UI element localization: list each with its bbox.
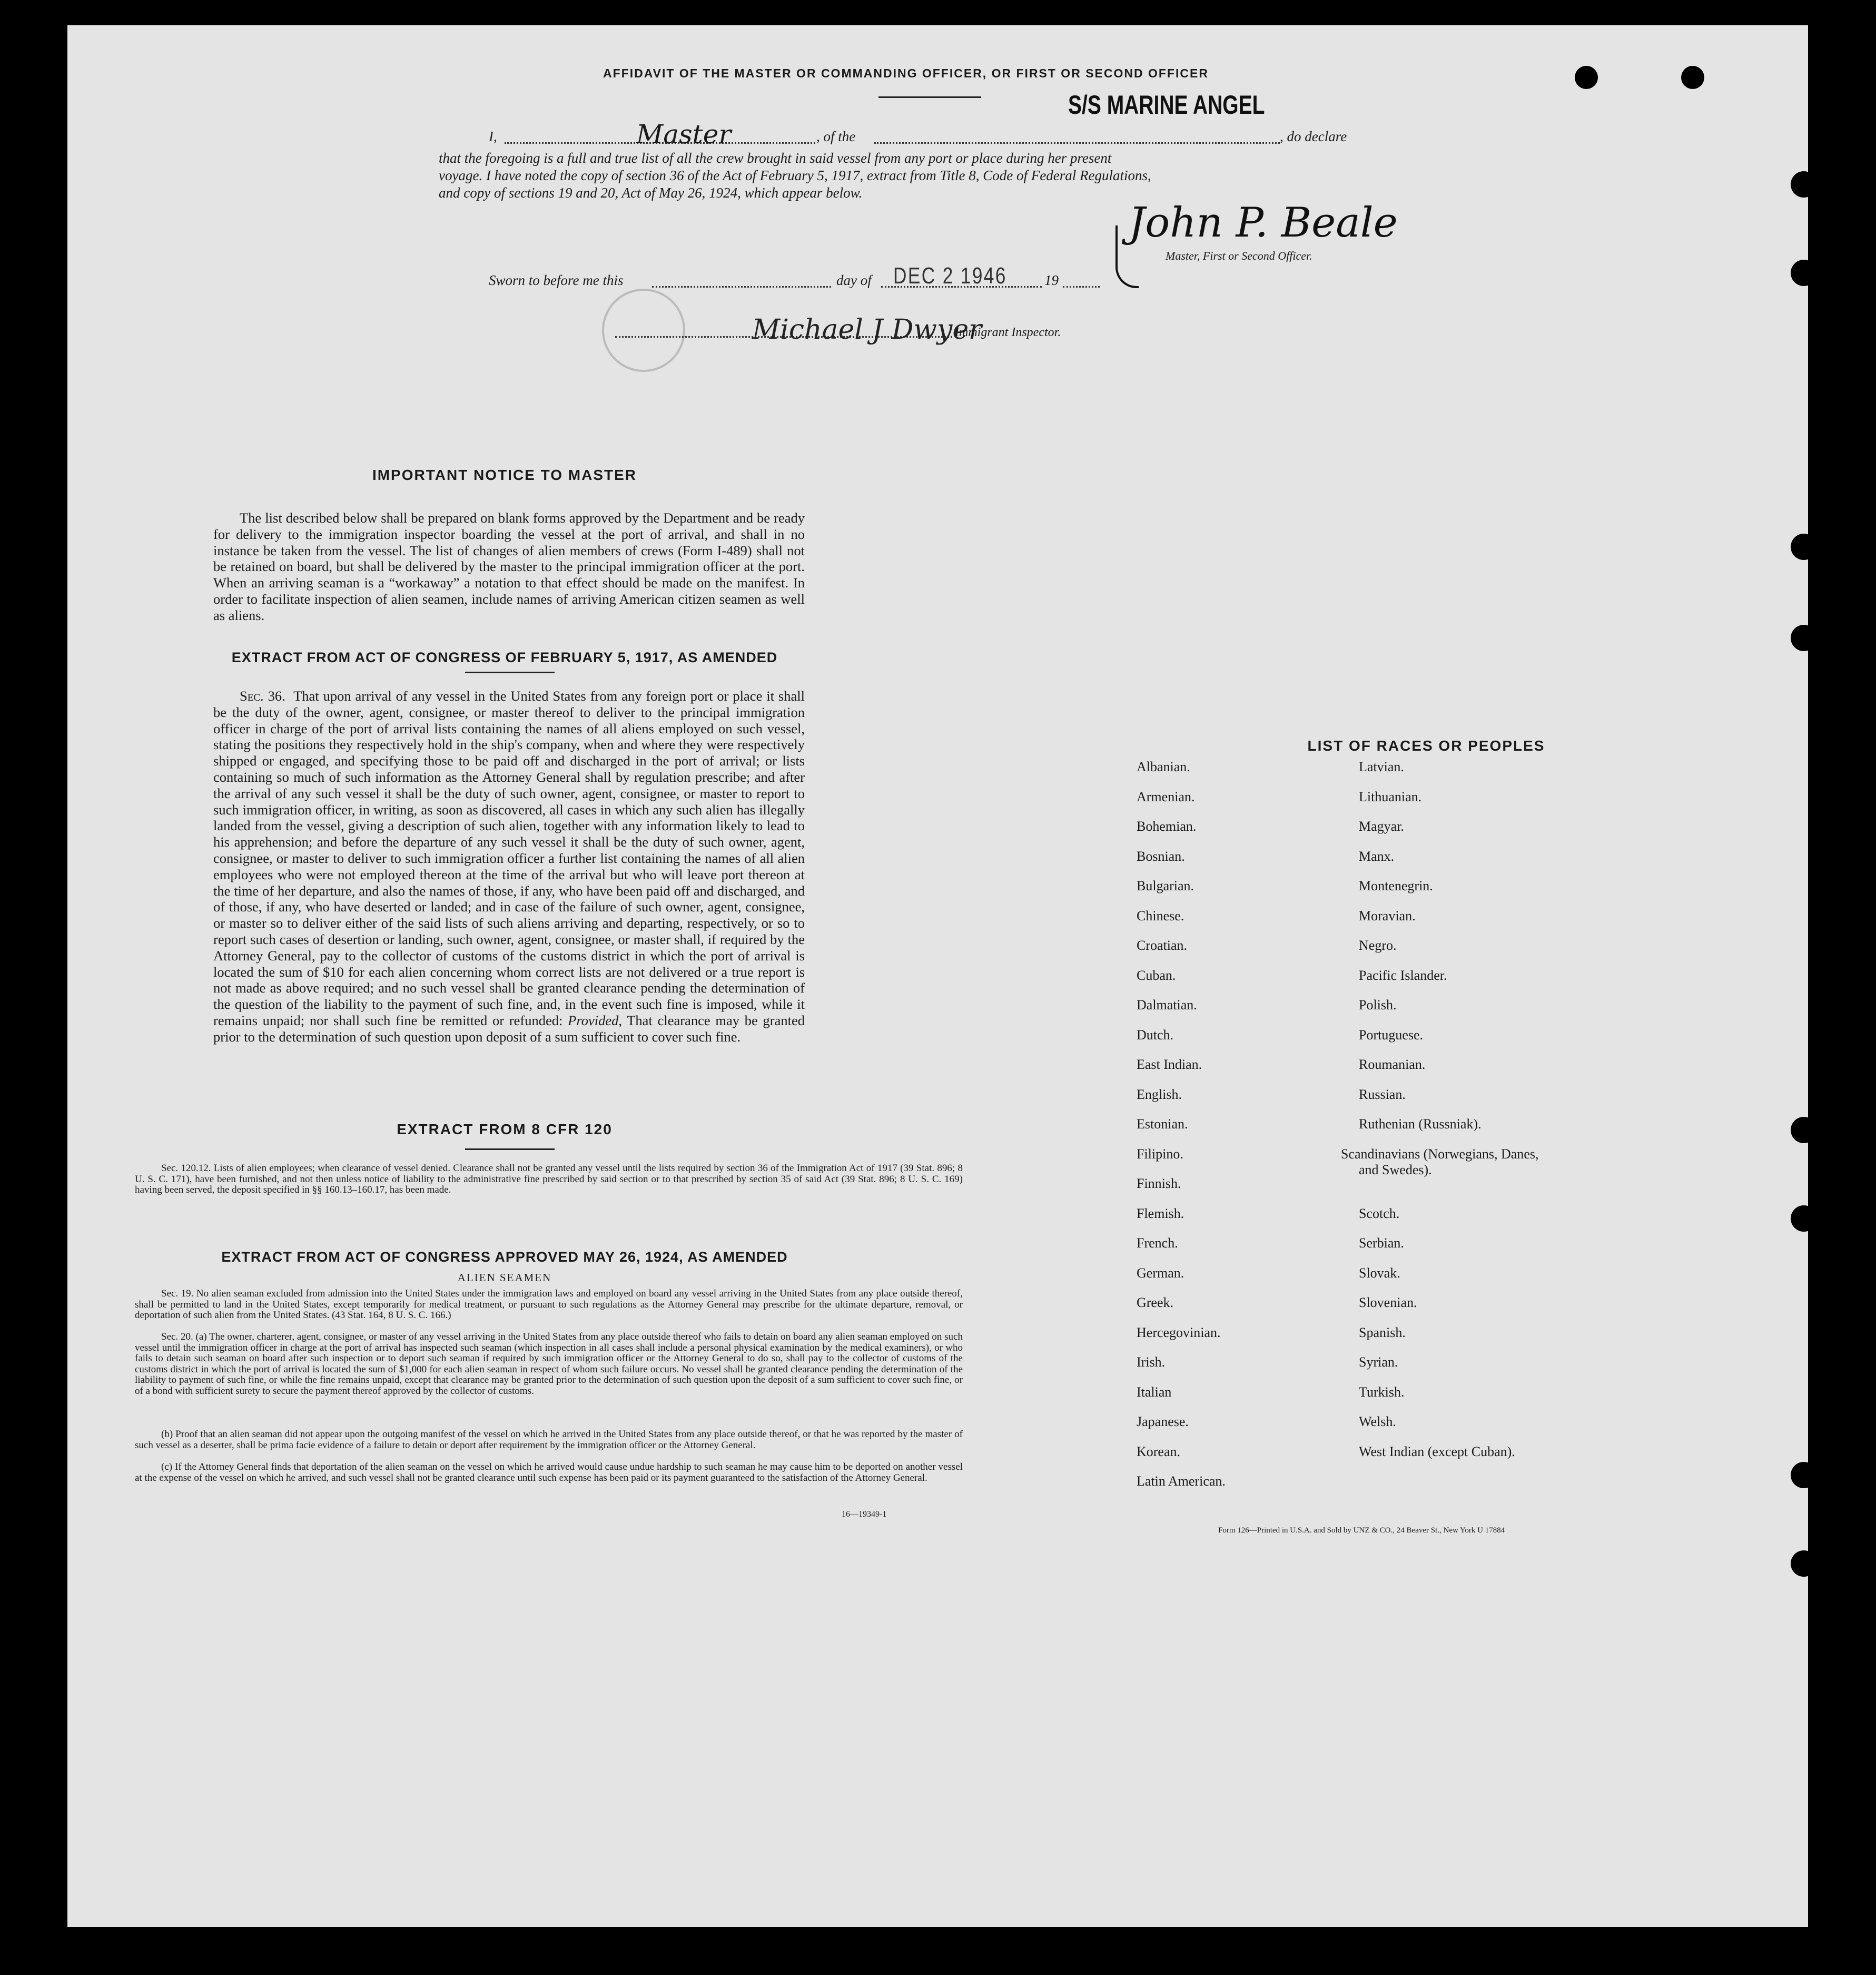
provided-term: Provided,	[568, 1012, 622, 1028]
race-item: Slovak.	[1359, 1265, 1400, 1281]
race-item: Albanian.	[1137, 759, 1190, 774]
master-label: Master, First or Second Officer.	[1166, 249, 1312, 262]
sec-20c-text: (c) If the Attorney General finds that deportation of the alien seaman on the vessel on which he arrived would cause undue hardship to such seaman he may cause him to be deported on another vessel at the expense of the vessel on which he arrived, and such vessel shall not be granted clearance until such expense has been paid or its payment guaranteed to the satisfaction of the Attorney General.	[135, 1461, 963, 1483]
race-item: Croatian.	[1137, 938, 1188, 953]
inspector-label: Immigrant Inspector.	[955, 326, 1061, 339]
notice-title: IMPORTANT NOTICE TO MASTER	[372, 467, 637, 483]
race-item: Syrian.	[1359, 1354, 1398, 1370]
day-of-label: day of	[836, 272, 872, 288]
race-item: Bohemian.	[1137, 819, 1197, 834]
sec-19-text: Sec. 19. No alien seaman excluded from admission into the United States under the immigration laws and employed on board any vessel arriving in the United States from any place outside thereof, shall be permitted to land in the United States, except temporarily for medical treatment, or pursuant to such regulations as the Attorney General may prescribe for the ultimate departure, removal, or deportation of such alien from the United States. (43 Stat. 164, 8 U. S. C. 166.)	[135, 1288, 963, 1321]
sworn-prefix: Sworn to before me this	[489, 272, 624, 288]
race-item: Irish.	[1137, 1354, 1166, 1370]
official-seal	[602, 289, 685, 372]
race-item: Portuguese.	[1359, 1027, 1424, 1043]
race-item: Korean.	[1137, 1443, 1181, 1459]
vessel-stamp: S/S MARINE ANGEL	[1068, 90, 1265, 120]
i-label: I,	[489, 129, 497, 144]
race-item: Dutch.	[1137, 1027, 1174, 1043]
notice-text: The list described below shall be prepared on blank forms approved by the Department and be ready for delivery to the immigration inspector boarding the vessel at the port of arrival, and shall in no instance be taken from the vessel. The list of changes of alien members of crews (Form I-489) shall not be retained on board, but shall be delivered by the master to the principal immigration officer at the port. When an arriving seaman is a “workaway” a notation to that effect should be made on the manifest. In order to facilitate inspection of alien seamen, include names of arriving American citizen seamen as well as aliens.	[213, 510, 805, 623]
extract-1917-text	[213, 688, 805, 1045]
binder-hole	[1791, 534, 1817, 560]
race-item: Welsh.	[1359, 1414, 1396, 1429]
form-note: Form 126—Printed in U.S.A. and Sold by UNZ & CO., 24 Beaver St., New York U 17884	[1218, 1526, 1505, 1535]
year-prefix: 19	[1044, 272, 1059, 288]
race-item: Slovenian.	[1359, 1295, 1417, 1310]
binder-hole	[1791, 1462, 1817, 1488]
race-item: Lithuanian.	[1359, 789, 1422, 804]
race-item: Finnish.	[1137, 1176, 1181, 1191]
binder-hole	[1791, 1117, 1817, 1143]
race-item: Serbian.	[1359, 1235, 1404, 1251]
binder-hole	[1791, 625, 1817, 651]
race-item: Roumanian.	[1359, 1057, 1426, 1072]
binder-hole	[1791, 1550, 1817, 1577]
race-item: French.	[1137, 1235, 1178, 1251]
extract-1924-title: EXTRACT FROM ACT OF CONGRESS APPROVED MAY 26, 1924, AS AMENDED	[221, 1249, 788, 1265]
cfr-text: Sec. 120.12. Lists of alien employees; when clearance of vessel denied. Clearance shall not be granted any vessel until the lists required by section 36 of the Immigration Act of 1917 (39 Stat. 896; 8 U. S. C. 171), have been furnished, and not then unless notice of liability to the administrative fine prescribed by said section or to that prescribed by section 35 of said Act (39 Stat. 896; 8 U. S. C. 169) having been served, the deposit specified in §§ 160.13–160.17, has been made.	[135, 1163, 963, 1195]
of-the-label: , of the	[816, 129, 856, 144]
date-stamp: DEC 2 1946	[893, 263, 1007, 289]
race-item: Polish.	[1359, 997, 1397, 1013]
race-item: Latin American.	[1137, 1473, 1226, 1489]
race-item: Turkish.	[1359, 1384, 1405, 1400]
binder-hole	[1791, 1205, 1817, 1232]
cfr-title: EXTRACT FROM 8 CFR 120	[397, 1121, 613, 1137]
races-title: LIST OF RACES OR PEOPLES	[1307, 738, 1545, 754]
sec-20a-text: Sec. 20. (a) The owner, charterer, agent, consignee, or master of any vessel arriving in the United States from any place outside thereof who fails to detain on board any alien seaman employed on such vessel until the immigration officer in charge at the port of arrival has inspected such seaman (which inspection in all cases shall include a personal physical examination by the medical examiners), or who fails to detain such seaman on board after such inspection or to deport such seaman if required by such immigration officer or the Attorney General to do so, shall pay to the collector of customs of the customs district in which the port of arrival is located the sum of $1,000 for each alien seaman in respect of whom such failure occurs. No vessel shall be granted clearance pending the determination of the liability to payment of such fine, or while the fine remains unpaid, except that clearance may be granted prior to the determination of such question upon the deposit of a sum sufficient to cover such fine, or of a bond with sufficient surety to secure the payment thereof approved by the collector of customs.	[135, 1331, 963, 1397]
extract-1924-subtitle: ALIEN SEAMEN	[457, 1271, 552, 1284]
do-declare-label: , do declare	[1280, 129, 1347, 144]
binder-hole	[1575, 66, 1598, 89]
race-item: Moravian.	[1359, 908, 1416, 923]
race-item: Montenegrin.	[1359, 878, 1433, 893]
binder-hole	[1791, 260, 1817, 286]
inspector-signature: Michael J Dwyer	[752, 314, 982, 346]
race-item: Scotch.	[1359, 1205, 1400, 1221]
race-item: Filipino.	[1137, 1146, 1183, 1162]
race-item: Manx.	[1359, 848, 1395, 864]
affidavit-line3: voyage. I have noted the copy of section 36 of the Act of February 5, 1917, extract from Title 8, Code of Federal Regulations,	[439, 168, 1151, 183]
section-rule	[465, 1148, 555, 1150]
race-item: Hercegovinian.	[1137, 1324, 1221, 1340]
race-item: Magyar.	[1359, 819, 1404, 834]
race-item: Russian.	[1359, 1086, 1406, 1102]
sec-36-end: That clearance may be granted prior to the determination of such question upon deposit of a sum sufficient to cover such fine.	[213, 1012, 805, 1045]
race-item: Italian	[1137, 1384, 1172, 1400]
extract-1917-title: EXTRACT FROM ACT OF CONGRESS OF FEBRUARY 5, 1917, AS AMENDED	[231, 650, 778, 665]
title-rule	[878, 96, 981, 98]
race-item: Cuban.	[1137, 967, 1176, 983]
sec-36-label: Sec. 36.	[240, 688, 285, 704]
affidavit-title: AFFIDAVIT OF THE MASTER OR COMMANDING OFFICER, OR FIRST OR SECOND OFFICER	[603, 66, 1209, 80]
master-signature: John P. Beale	[1129, 199, 1398, 247]
race-item: Armenian.	[1137, 789, 1195, 804]
print-code: 16—19349-1	[842, 1510, 887, 1519]
race-item: Bulgarian.	[1137, 878, 1194, 893]
race-item: Japanese.	[1137, 1414, 1189, 1429]
race-item: West Indian (except Cuban).	[1359, 1443, 1515, 1459]
sworn-line	[489, 263, 1147, 291]
affidavit-line4: and copy of sections 19 and 20, Act of May 26, 1924, which appear below.	[439, 185, 863, 201]
race-item: Chinese.	[1137, 908, 1184, 923]
race-item: Estonian.	[1137, 1116, 1188, 1132]
race-item: Flemish.	[1137, 1205, 1184, 1221]
race-item: Latvian.	[1359, 759, 1404, 774]
race-item: English.	[1137, 1086, 1182, 1102]
race-item: East Indian.	[1137, 1057, 1202, 1072]
race-item: Pacific Islander.	[1359, 967, 1447, 983]
sec-36-body: That upon arrival of any vessel in the United States from any foreign port or place it shall be the duty of the owner, agent, consignee, or master thereof to deliver to the principal immigration officer in charge of the port of arrival lists containing the names of all aliens employed on such vessel, stating the positions they respectively hold in the ship's company, when and where they were respectively shipped or engaged, and specifying those to be paid off and discharged in the port of arrival; or lists containing so much of such information as the Attorney General shall by regulation prescribe; and after the arrival of any such vessel it shall be the duty of such owner, agent, consignee, or master to report to such immigration officer, in writing, as soon as discovered, all cases in which any such alien has illegally landed from the vessel, giving a description of such alien, together with any information likely to lead to his apprehension; and before the departure of any such vessel it shall be the duty of such owner, agent, consignee, or master to deliver to such immigration officer a further list containing the names of all alien employees who were not employed thereon at the time of the arrival but who will leave port thereon at the time of her departure, and also the names of those, if any, who have been paid off and discharged, and of those, if any, who have deserted or landed; and in case of the failure of such owner, agent, consignee, or master so to deliver either of the said lists of such aliens arriving and departing, respectively, or so to report such cases of desertion or landing, such owner, agent, consignee, or master shall, if required by the Attorney General, pay to the collector of customs of the customs district in which the port of arrival is located the sum of $10 for each alien concerning whom correct lists are not delivered or a true report is not made as above required; and no such vessel shall be granted clearance pending the determination of the question of the liability to the payment of such fine, and, in the event such fine is imposed, while it remains unpaid; nor shall such fine be remitted or refunded:	[213, 688, 805, 1028]
master-name-handwritten: Master	[636, 119, 732, 150]
affidavit-line2: that the foregoing is a full and true list of all the crew brought in said vessel from any port or place during her present	[439, 150, 1112, 166]
race-item: Greek.	[1137, 1295, 1174, 1310]
binder-hole	[1681, 66, 1704, 89]
race-item: German.	[1137, 1265, 1184, 1281]
race-item: Spanish.	[1359, 1324, 1406, 1340]
race-item: Dalmatian.	[1137, 997, 1197, 1013]
affidavit-line1	[478, 119, 1500, 150]
sec-20b-text: (b) Proof that an alien seaman did not appear upon the outgoing manifest of the vessel on which he arrived in the United States from any place outside thereof, or that he was reported by the master of such vessel as a deserter, shall be prima facie evidence of a failure to detain or deport after requirement by the immigration officer or the Attorney General.	[135, 1429, 963, 1451]
binder-hole	[1791, 171, 1817, 198]
race-item: Negro.	[1359, 938, 1397, 953]
section-rule	[465, 672, 555, 673]
race-item: Bosnian.	[1137, 848, 1185, 864]
race-item: Ruthenian (Russniak).	[1359, 1116, 1482, 1132]
document-page	[67, 25, 1808, 1927]
race-item: Scandinavians (Norwegians, Danes, and Swedes).	[1341, 1146, 1539, 1177]
